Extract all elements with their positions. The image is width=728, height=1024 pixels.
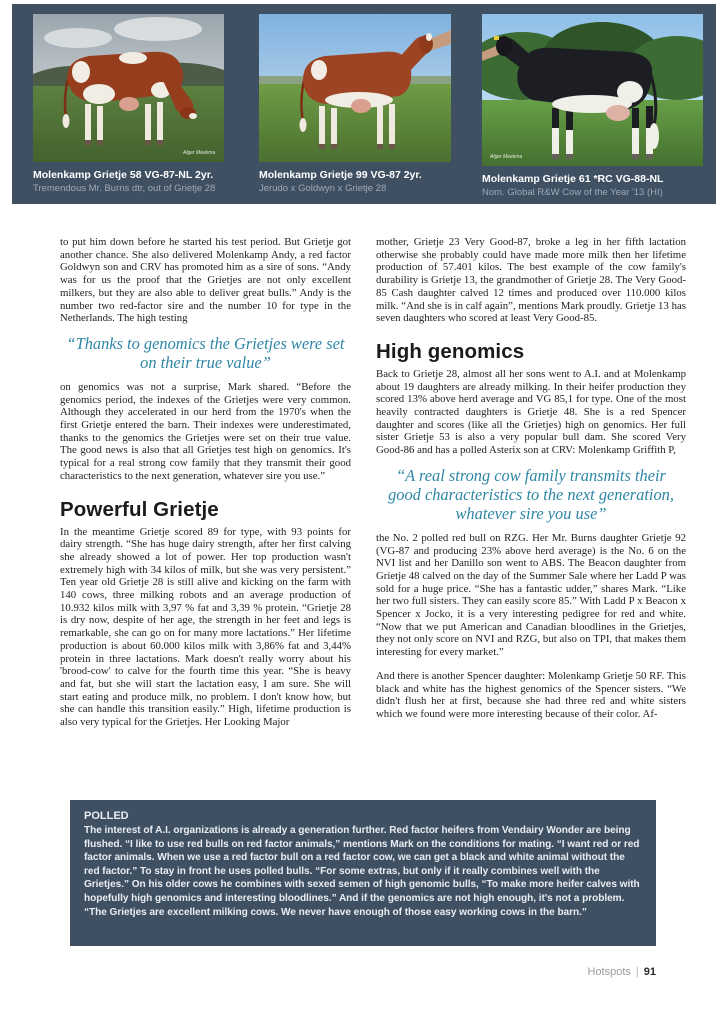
page-footer [587,966,656,978]
paragraph: In the meantime Grietje scored 89 for type, with 93 points for dairy strength. “She has huge dairy strength, after her first calving she already showed a lot of power. Her top production wasn't extremely high with 34 kilos of milk, but she was very persistent.” Ten year old Grietje 28 is still alive and kicking on the farm with 140 cows, three milking robots and an average production of 10.932 kilos milk with 3,97 % fat and 3,39 % protein. “Grietje 28 is dry now, despite of her age, the strength in her feet and legs is remarkable, she can go on for many more lactations.” Her lifetime production is about 60.000 kilos milk with 3,86% fat and 3,44% protein in three lactations. Mark doesn't really worry about his 'brood-cow' to calve for the fourth time this year. “She is heavy and fat, but she will start the lactation easy, I am sure. She will start eating and produce milk, no problem. I don't know how, but she can handle this transition easily.” High, lifetime production is also very typical for the Grietjes. Her Looking Major [60,525,351,729]
article-column-left [60,236,351,802]
header-photo-band [12,4,716,204]
photo-figure-3 [482,14,703,199]
paragraph: mother, Grietje 23 Very Good-87, broke a leg in her fifth lactation otherwise she probably could have made more milk then her lifetime production of 57.401 kilos. The best example of the cow family's durability is Grietje 13, the grandmother of Grietje 28. The Very Good-85 Cash daughter calved 12 times and produced over 110.000 kilos milk. “And she is in calf again”, mentions Mark proudly. Grietje 13 has seven daughters who scored at least Very Good-85. [376,236,686,325]
photo-figure-1 [33,14,224,195]
svg-text:Alger Meekma: Alger Meekma [490,154,523,160]
pull-quote-genomics: “Thanks to genomics the Grietjes were set on their true value” [66,333,345,372]
photo-caption-2 [259,169,451,195]
section-heading-high-genomics: High genomics [376,339,525,363]
svg-text:Alger Meekma: Alger Meekma [183,150,216,156]
photo-caption-title: Molenkamp Grietje 99 VG-87 2yr. [259,169,422,181]
photo-caption-1 [33,169,224,195]
cow-photo-red-grazing [33,14,224,162]
cow-photo-black-white [482,14,703,166]
polled-sidebar-box [70,800,656,946]
paragraph: Back to Grietje 28, almost all her sons went to A.I. and at Molenkamp about 19 daughters are already milking. In their heifer production they scored 13% above herd average and VG 85,1 for type. One of the most heavily contracted daughters is Grietje 48. She is a red Spencer daughter and scores (like all the Grietjes) high on genomics. Her full sister Grietje 53 is also a very popular bull dam. She scored Very Good-86 and has a polled Asterix son at CRV: Molenkamp Griffith P, [376,367,686,457]
photo-caption-title: Molenkamp Grietje 58 VG-87-NL 2yr. [33,169,214,181]
photo-caption-title: Molenkamp Grietje 61 *RC VG-88-NL [482,173,664,185]
cow-standing-illustration [259,14,451,162]
cow-black-white-illustration [482,14,703,166]
paragraph: And there is another Spencer daughter: Molenkamp Grietje 50 RF. This black and white has the highest genomics of the Spencer sisters. “We didn't flush her at first, because she had three red and white sisters which we found were more interesting because of their color. Af- [376,669,686,720]
photo-caption-subtitle: Nom. Global R&W Cow of the Year '13 (HI) [482,187,663,199]
paragraph: on genomics was not a surprise, Mark shared. “Before the genomics period, the indexes of the Grietjes were very common. Although they accelerated in our herd from the 1970's when the first Grietje entered the barn. Their indexes were underestimated, thanks to the genomics the Grietjes were set on their true value. The good news is also that all Grietjes test high on genomics. It's typical for a real strong cow family that they transmit their good characteristics to the next generation, whatever sire you use.” [60,380,351,482]
polled-box-title: POLLED [84,810,129,822]
paragraph: the No. 2 polled red bull on RZG. Her Mr. Burns daughter Grietje 92 (VG-87 and producing 23% above herd average) is the No. 6 on the NVI list and her Danillo son went to ABS. The Beacon daughter from Grietje 48 calved on the day of the Summer Sale where her Ladd P was sold for a huge price. “She has a fantastic udder,” shares Mark. “Like her two full sisters. They can easily score 85.” With Ladd P x Beacon x Spencer x Jocko, it is a very interesting pedigree for red and white. “Now that we put American and Canadian bloodlines in the Grietjes, they not only score on NVI and RZG, but also on TPI, that makes them interesting for every market.” [376,531,686,659]
pull-quote-cow-family: “A real strong cow family transmits their good characteristics to the next generation, whatever sire you use” [388,465,674,523]
cow-photo-red-standing [259,14,451,162]
footer-magazine-name: Hotspots [587,966,631,978]
footer-divider: | [635,966,639,978]
article-column-right [376,236,686,802]
paragraph: to put him down before he started his test period. But Grietje got another chance. She also delivered Molenkamp Andy, a red factor Goldwyn son and CRV has promoted him as a sire of sons. “Andy was for us the proof that the Grietjes are not only excellent milkers, but they are also able to deliver great bulls.” Andy is the number two red-factor sire and the number 10 for type in the Netherlands. The high testing [60,236,351,325]
cow-grazing-illustration [33,14,224,162]
polled-box-body: The interest of A.I. organizations is already a generation further. Red factor heifers from Vendairy Wonder are being flushed. “I like to use red bulls on red factor animals,” mentions Mark on the conditions for mating. “I want red or red factor animals. When we use a red factor bull on a red factor cow, we can get a black and white animal without the red factor.” To stay in front he uses polled bulls. “For some extras, but only if it really combines well with the Grietjes.” On his older cows he combines with sexed semen of high genomic bulls, “To make more heifer calves with hopefully high genomics and interesting bloodlines.” And if the genomics are not high enough, it's not a problem. “The Grietjes are excellent milking cows. We never have enough of those easy working cows in the barn.” [84,825,640,918]
photo-caption-3 [482,173,703,199]
photo-caption-subtitle: Tremendous Mr. Burns dtr, out of Grietje 28 [33,183,216,195]
photo-caption-subtitle: Jerudo x Goldwyn x Grietje 28 [259,183,387,195]
photo-figure-2 [259,14,451,195]
footer-page-number: 91 [643,966,656,978]
section-heading-powerful-grietje: Powerful Grietje [60,497,219,521]
